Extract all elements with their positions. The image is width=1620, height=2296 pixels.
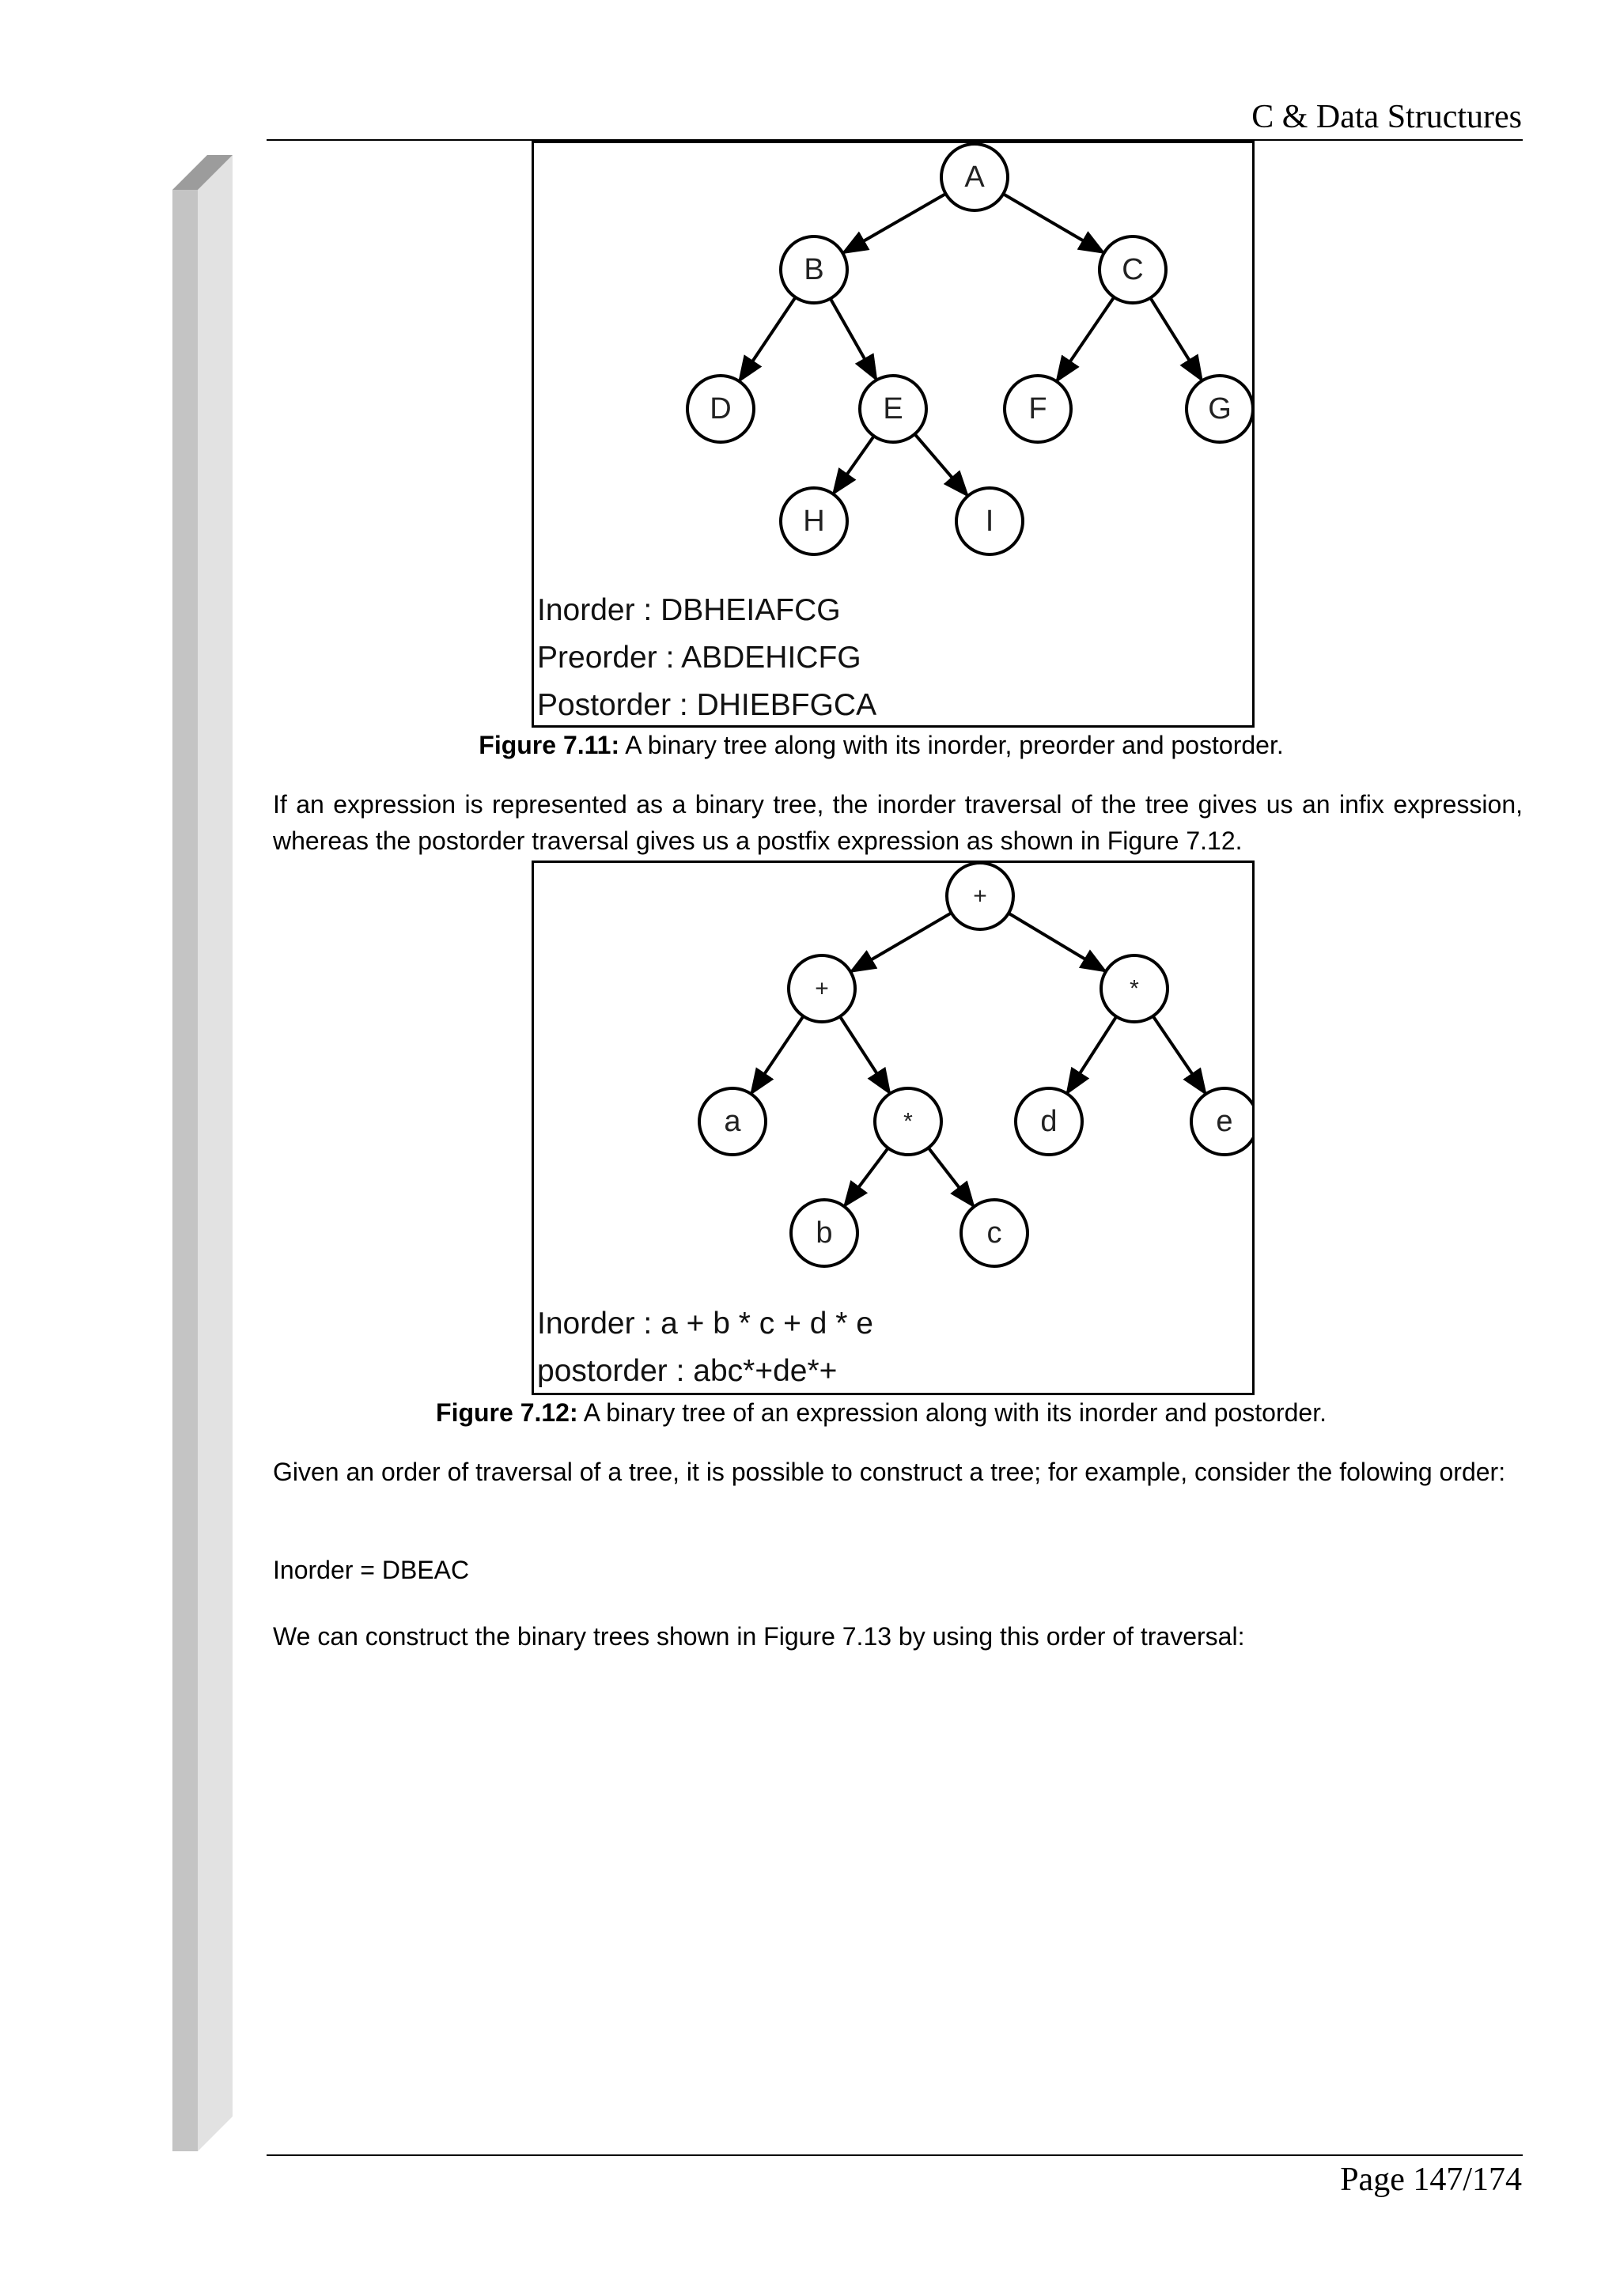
fig2-node-b	[791, 1200, 857, 1266]
fig2-edge-r-m1	[1009, 913, 1105, 971]
fig1-node-H	[781, 488, 847, 554]
fig1-node-F	[1005, 376, 1071, 442]
figure-7-12-caption	[0, 1397, 1620, 1428]
fig2-node-label-d: d	[1040, 1105, 1058, 1138]
fig2-node-label-m1: *	[1130, 975, 1139, 1002]
fig1-node-label-D: D	[710, 392, 732, 426]
footer-rule	[267, 2154, 1523, 2156]
fig1-preorder: Preorder : ABDEHICFG	[537, 641, 861, 675]
figure-7-11-tree	[534, 143, 1252, 725]
paragraph-inorder-example: Inorder = DBEAC	[273, 1556, 470, 1584]
fig2-edge-r-p	[851, 913, 952, 971]
fig1-node-E	[860, 376, 926, 442]
fig2-edge-m1-e	[1153, 1016, 1206, 1094]
fig1-node-B	[781, 236, 847, 303]
fig2-node-r	[947, 863, 1013, 929]
fig1-node-label-F: F	[1028, 392, 1047, 426]
fig1-node-label-E: E	[883, 392, 903, 426]
figure-7-11-caption-label: Figure 7.11:	[479, 731, 620, 759]
fig1-edge-E-H	[834, 436, 874, 494]
fig1-node-label-G: G	[1208, 392, 1232, 426]
fig2-node-a	[699, 1088, 766, 1155]
fig2-node-e	[1191, 1088, 1252, 1155]
fig1-node-I	[956, 488, 1023, 554]
paragraph-expression-tree: If an expression is represented as a binary tree, the inorder traversal of the tree gives us an infix expression, whereas the postorder traversal gives us a postfix expression as shown in Figure 7.12.	[273, 790, 1523, 855]
fig1-edge-B-D	[740, 297, 796, 380]
figure-7-11-caption-text: A binary tree along with its inorder, preorder and postorder.	[619, 731, 1284, 759]
fig2-node-label-m2: *	[903, 1108, 913, 1135]
fig1-node-label-H: H	[803, 505, 825, 538]
figure-7-11-caption	[0, 729, 1620, 761]
fig2-edge-m2-b	[845, 1148, 888, 1206]
fig2-node-label-p: +	[815, 975, 829, 1002]
fig1-inorder: Inorder : DBHEIAFCG	[537, 593, 841, 627]
figure-7-11-box	[532, 141, 1255, 728]
fig1-node-C	[1100, 236, 1166, 303]
fig2-node-d	[1016, 1088, 1082, 1155]
fig2-edge-m2-c	[929, 1148, 974, 1206]
fig1-edge-A-C	[1003, 194, 1103, 252]
fig2-postorder: postorder : abc*+de*+	[537, 1354, 838, 1388]
footer-page-number: Page 147/174	[1340, 2162, 1522, 2198]
figure-7-12-box	[532, 861, 1255, 1395]
fig2-node-label-a: a	[724, 1105, 741, 1138]
paragraph-construct-tree: Given an order of traversal of a tree, it is possible to construct a tree; for example, consider the folowing order:	[273, 1458, 1506, 1486]
fig2-node-label-e: e	[1216, 1105, 1233, 1138]
fig2-edge-m1-d	[1067, 1016, 1116, 1092]
fig1-node-A	[941, 144, 1008, 210]
paragraph-figure-7-13-intro: We can construct the binary trees shown in Figure 7.13 by using this order of traversal:	[273, 1622, 1245, 1651]
fig1-node-label-A: A	[964, 161, 985, 194]
fig2-inorder: Inorder : a + b * c + d * e	[537, 1307, 873, 1341]
header-title: C & Data Structures	[1251, 99, 1522, 135]
fig1-postorder: Postorder : DHIEBFGCA	[537, 688, 877, 722]
fig2-node-m1	[1101, 955, 1168, 1022]
figure-7-12-caption-text: A binary tree of an expression along with its inorder and postorder.	[577, 1398, 1327, 1427]
fig2-node-label-b: b	[816, 1216, 833, 1250]
fig1-node-label-B: B	[804, 253, 824, 286]
fig1-edge-C-F	[1057, 297, 1114, 381]
fig2-node-c	[961, 1200, 1028, 1266]
fig2-node-m2	[875, 1088, 941, 1155]
fig1-node-G	[1187, 376, 1252, 442]
fig2-node-label-c: c	[986, 1216, 1002, 1250]
fig2-edge-p-m2	[840, 1016, 890, 1093]
fig1-edge-B-E	[831, 299, 876, 380]
fig2-edge-p-a	[751, 1016, 804, 1093]
fig1-node-label-C: C	[1122, 253, 1144, 286]
fig1-edge-A-B	[843, 194, 945, 253]
fig1-node-D	[687, 376, 754, 442]
fig2-node-p	[789, 955, 855, 1022]
fig1-edge-C-G	[1150, 298, 1202, 380]
fig2-node-label-r: +	[973, 883, 987, 910]
fig1-edge-E-I	[914, 434, 967, 496]
fig1-node-label-I: I	[985, 505, 994, 538]
figure-7-12-caption-label: Figure 7.12:	[436, 1398, 578, 1427]
